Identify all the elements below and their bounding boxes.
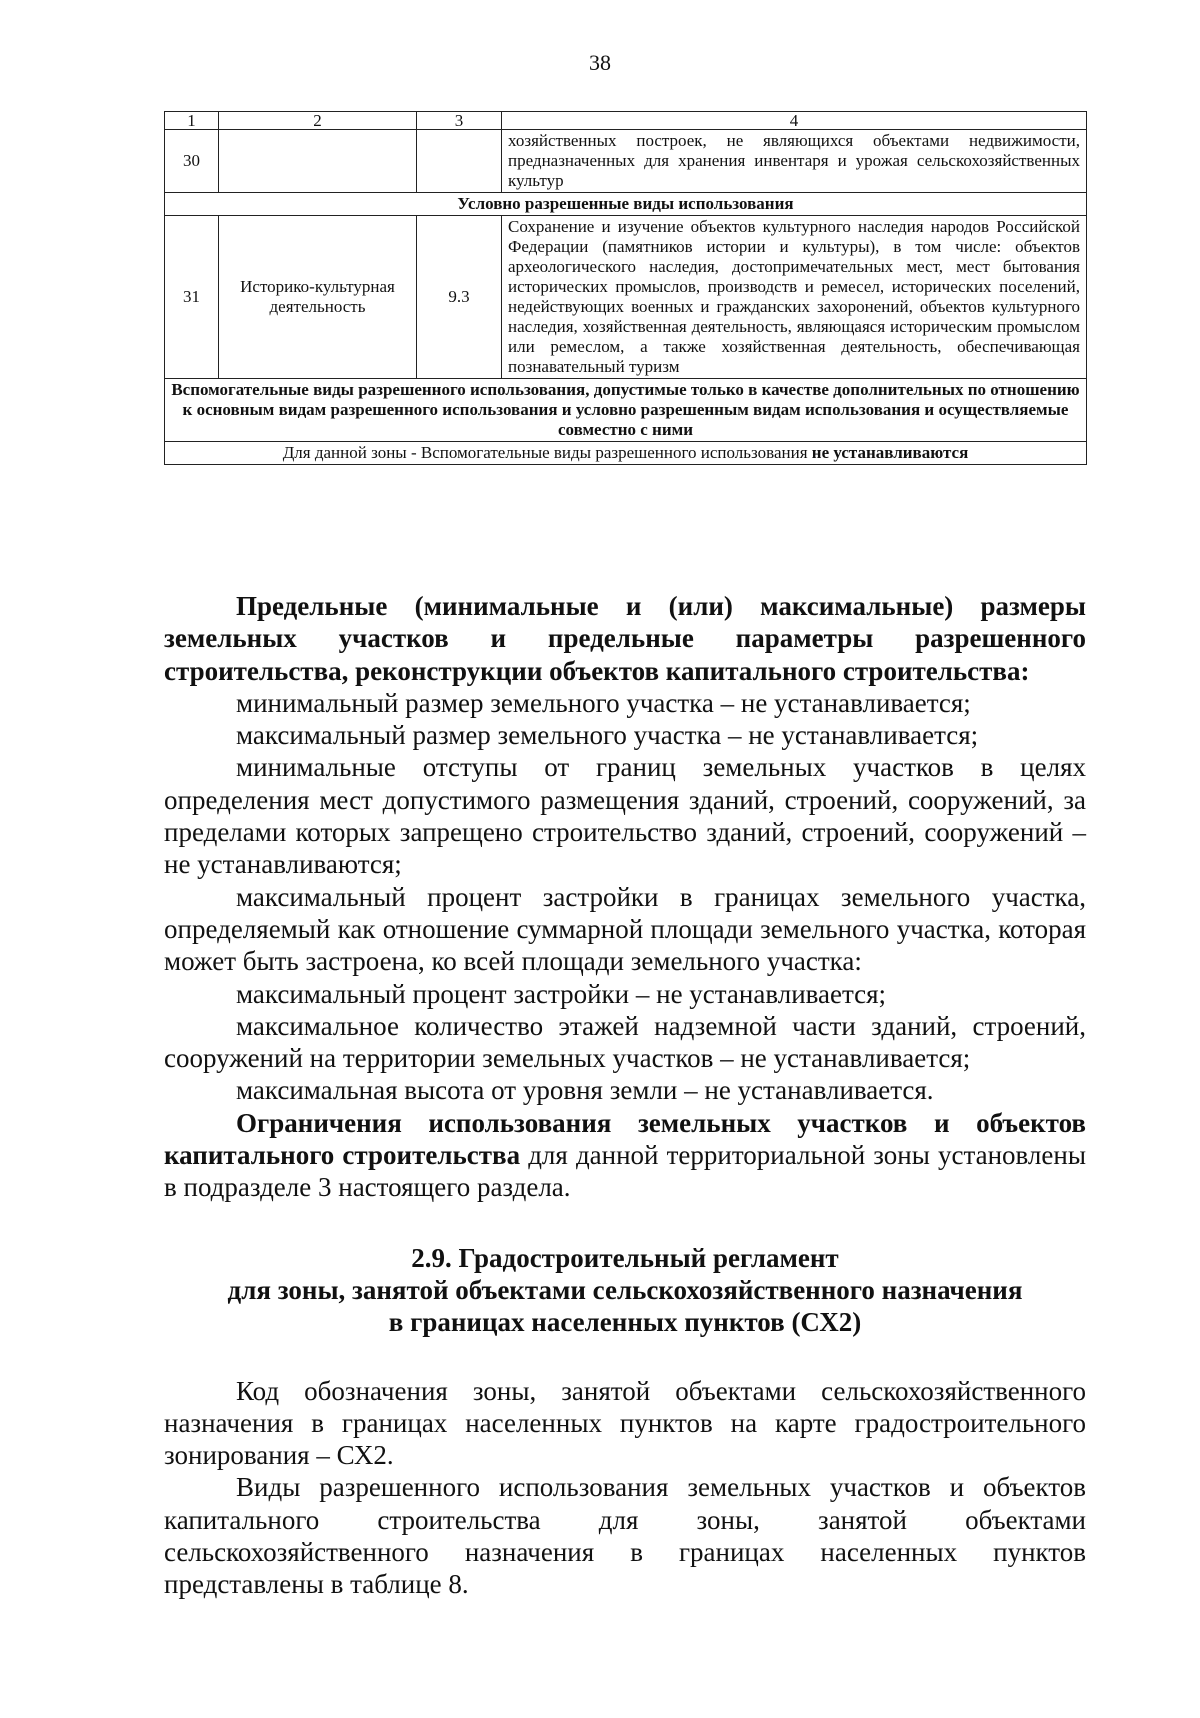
table-row-31 [165,216,1087,379]
section-row-conditional [165,193,1087,216]
limits-heading: Предельные (минимальные и (или) максимальные) размеры земельных участков и предельные параметры разрешенного строительства, реконструкции объектов капитального строительства: [164,591,1086,686]
section-title-line-2: для зоны, занятой объектами сельскохозяйственного назначения [227,1274,1023,1305]
section-title-conditional: Условно разрешенные виды использования [165,193,1087,216]
section-title-line-1: 2.9. Градостроительный регламент [411,1242,839,1273]
use-description: хозяйственных построек, не являющихся объектами недвижимости, предназначенных для хранения инвентаря и урожая сельскохозяйственных культур [502,130,1087,193]
limit-max-percent: максимальный процент застройки – не устанавливается; [236,978,887,1009]
section-title [164,1242,1086,1339]
auxiliary-note-bold: не устанавливаются [811,443,969,462]
table-row-30 [165,130,1087,193]
use-code [417,130,502,193]
row-number: 30 [165,130,219,193]
limit-max-percent-definition: максимальный процент застройки в границах земельного участка, определяемый как отношение суммарной площади земельного участка, которая может быть застроена, ко всей площади земельного участка: [164,881,1086,977]
header-col-1: 1 [165,112,219,130]
limit-max-floors: максимальное количество этажей надземной части зданий, строений, сооружений на территории земельных участков – не устанавливается; [164,1010,1086,1074]
restrictions-rest: для данной территориальной зоны установлены в подразделе 3 настоящего раздела. [164,1140,1086,1203]
section-row-auxiliary [165,379,1087,442]
limit-max-size: максимальный размер земельного участка – не устанавливается; [236,720,979,751]
limit-setbacks: минимальные отступы от границ земельных участков в целях определения мест допустимого размещения зданий, строений, сооружений, за пределами которых запрещено строительство зданий, строений, сооружений – не устанавливаются; [164,752,1086,880]
auxiliary-note-prefix: Для данной зоны - Вспомогательные виды разрешенного использования [282,443,812,462]
auxiliary-note [165,442,1087,465]
page-number: 38 [589,50,611,75]
section-title-auxiliary: Вспомогательные виды разрешенного использования, допустимые только в качестве дополнительных по отношению к основным видам разрешенного использования и условно разрешенным видам использования и осуществляемые совместно с ними [165,379,1087,442]
section-title-line-3: в границах населенных пунктов (СХ2) [388,1307,862,1338]
auxiliary-note-row [165,442,1087,465]
restrictions-paragraph [164,1107,1086,1204]
limit-min-size: минимальный размер земельного участка – не устанавливается; [236,687,971,718]
use-description: Сохранение и изучение объектов культурного наследия народов Российской Федерации (памятников истории и культуры), в том числе: объектов археологического наследия, достопримечательных мест, мест бытования исторических промыслов, производств и ремесел, исторических поселений, недействующих военных и гражданских захоронений, объектов культурного наследия, хозяйственная деятельность, являющаяся историческим промыслом или ремеслом, а также хозяйственная деятельность, обеспечивающая познавательный туризм [502,216,1087,379]
use-name: Историко-культурная деятельность [219,216,417,379]
header-col-2: 2 [219,112,417,130]
document-body [164,590,1086,1601]
header-col-3: 3 [417,112,502,130]
use-code: 9.3 [417,216,502,379]
header-col-4: 4 [502,112,1087,130]
land-use-table [164,111,1087,465]
use-name [219,130,417,193]
spacer [164,1339,1086,1375]
restrictions-bold: Ограничения использования земельных участков и объектов капитального строительства [164,1107,1086,1171]
limit-max-height: максимальная высота от уровня земли – не устанавливается. [236,1075,934,1106]
zone-code-paragraph: Код обозначения зоны, занятой объектами сельскохозяйственного назначения в границах населенных пунктов на карте градостроительного зонирования – СХ2. [164,1375,1086,1471]
table-header-row [165,112,1087,130]
row-number: 31 [165,216,219,379]
allowed-uses-paragraph: Виды разрешенного использования земельных участков и объектов капитального строительства для зоны, занятой объектами сельскохозяйственного назначения в границах населенных пунктов представлены в таблице 8. [164,1472,1086,1600]
